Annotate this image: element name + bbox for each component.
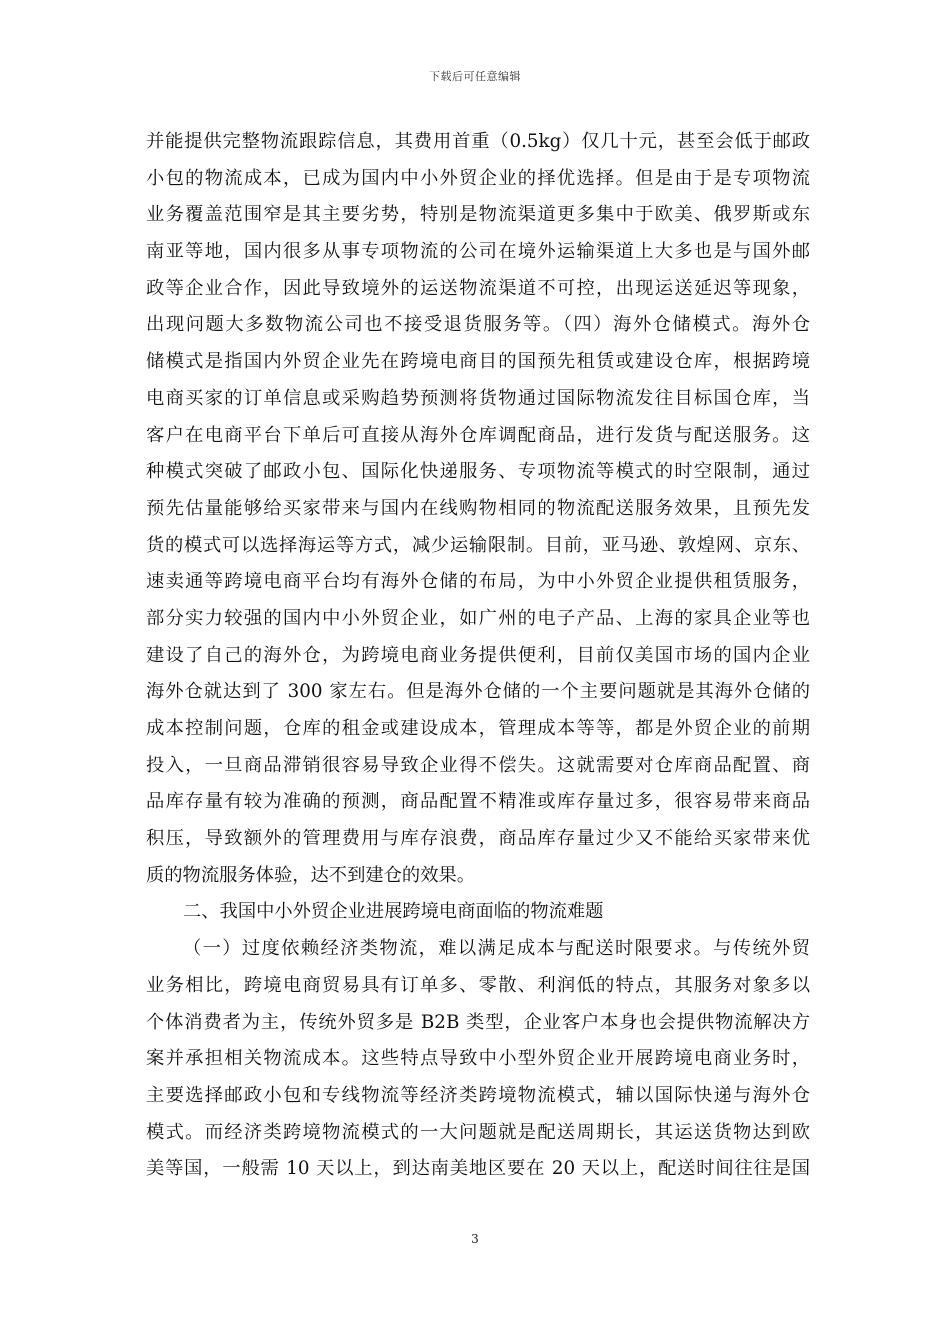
text-line: 速卖通等跨境电商平台均有海外仓储的布局，为中小外贸企业提供租赁服务， bbox=[146, 571, 810, 593]
document-body bbox=[146, 124, 810, 1188]
text-line: 二、我国中小外贸企业进展跨境电商面临的物流难题 bbox=[183, 901, 604, 923]
text-line: 政等企业合作，因此导致境外的运送物流渠道不可控，出现运送延迟等现象， bbox=[146, 277, 810, 299]
text-line: 南亚等地，国内很多从事专项物流的公司在境外运输渠道上大多也是与国外邮 bbox=[146, 241, 810, 263]
text-line: 个体消费者为主，传统外贸多是 B2B 类型，企业客户本身也会提供物流解决方 bbox=[146, 1011, 810, 1033]
text-line: 种模式突破了邮政小包、国际化快递服务、专项物流等模式的时空限制，通过 bbox=[146, 461, 810, 483]
text-line: 货的模式可以选择海运等方式，减少运输限制。目前，亚马逊、敦煌网、京东、 bbox=[146, 534, 810, 556]
page-header: 下载后可任意编辑 bbox=[429, 70, 521, 83]
text-line: 质的物流服务体验，达不到建仓的效果。 bbox=[146, 864, 476, 886]
text-line: 部分实力较强的国内中小外贸企业，如广州的电子产品、上海的家具企业等也 bbox=[146, 607, 810, 629]
text-line: 海外仓就达到了 300 家左右。但是海外仓储的一个主要问题就是其海外仓储的 bbox=[146, 681, 810, 703]
page-number: 3 bbox=[471, 1232, 479, 1246]
text-line: 储模式是指国内外贸企业先在跨境电商目的国预先租赁或建设仓库，根据跨境 bbox=[146, 351, 810, 373]
text-line: 业务覆盖范围窄是其主要劣势，特别是物流渠道更多集中于欧美、俄罗斯或东 bbox=[146, 204, 810, 226]
text-line: 小包的物流成本，已成为国内中小外贸企业的择优选择。但是由于是专项物流 bbox=[146, 167, 810, 189]
text-line: 美等国，一般需 10 天以上，到达南美地区要在 20 天以上，配送时间往往是国 bbox=[146, 1158, 810, 1180]
text-line: 案并承担相关物流成本。这些特点导致中小型外贸企业开展跨境电商业务时， bbox=[146, 1048, 810, 1070]
text-line: 模式。而经济类跨境物流模式的一大问题就是配送周期长，其运送货物达到欧 bbox=[146, 1121, 810, 1143]
text-line: （一）过度依赖经济类物流，难以满足成本与配送时限要求。与传统外贸 bbox=[183, 938, 810, 960]
text-line: 客户在电商平台下单后可直接从海外仓库调配商品，进行发货与配送服务。这 bbox=[146, 424, 810, 446]
text-line: 电商买家的订单信息或采购趋势预测将货物通过国际物流发往目标国仓库，当 bbox=[146, 387, 810, 409]
text-line: 业务相比，跨境电商贸易具有订单多、零散、利润低的特点，其服务对象多以 bbox=[146, 974, 810, 996]
text-line: 并能提供完整物流跟踪信息，其费用首重（0.5kg）仅几十元，甚至会低于邮政 bbox=[146, 131, 810, 152]
text-line: 建设了自己的海外仓，为跨境电商业务提供便利，目前仅美国市场的国内企业 bbox=[146, 644, 810, 666]
text-line: 主要选择邮政小包和专线物流等经济类跨境物流模式，辅以国际快递与海外仓 bbox=[146, 1084, 810, 1106]
text-line: 出现问题大多数物流公司也不接受退货服务等。（四）海外仓储模式。海外仓 bbox=[146, 314, 810, 336]
text-line: 投入，一旦商品滞销很容易导致企业得不偿失。这就需要对仓库商品配置、商 bbox=[146, 754, 810, 776]
text-line: 预先估量能够给买家带来与国内在线购物相同的物流配送服务效果，且预先发 bbox=[146, 497, 810, 519]
text-line: 品库存量有较为准确的预测，商品配置不精准或库存量过多，很容易带来商品 bbox=[146, 791, 810, 813]
text-line: 积压，导致额外的管理费用与库存浪费，商品库存量过少又不能给买家带来优 bbox=[146, 828, 810, 850]
text-line: 成本控制问题，仓库的租金或建设成本，管理成本等等，都是外贸企业的前期 bbox=[146, 718, 810, 739]
